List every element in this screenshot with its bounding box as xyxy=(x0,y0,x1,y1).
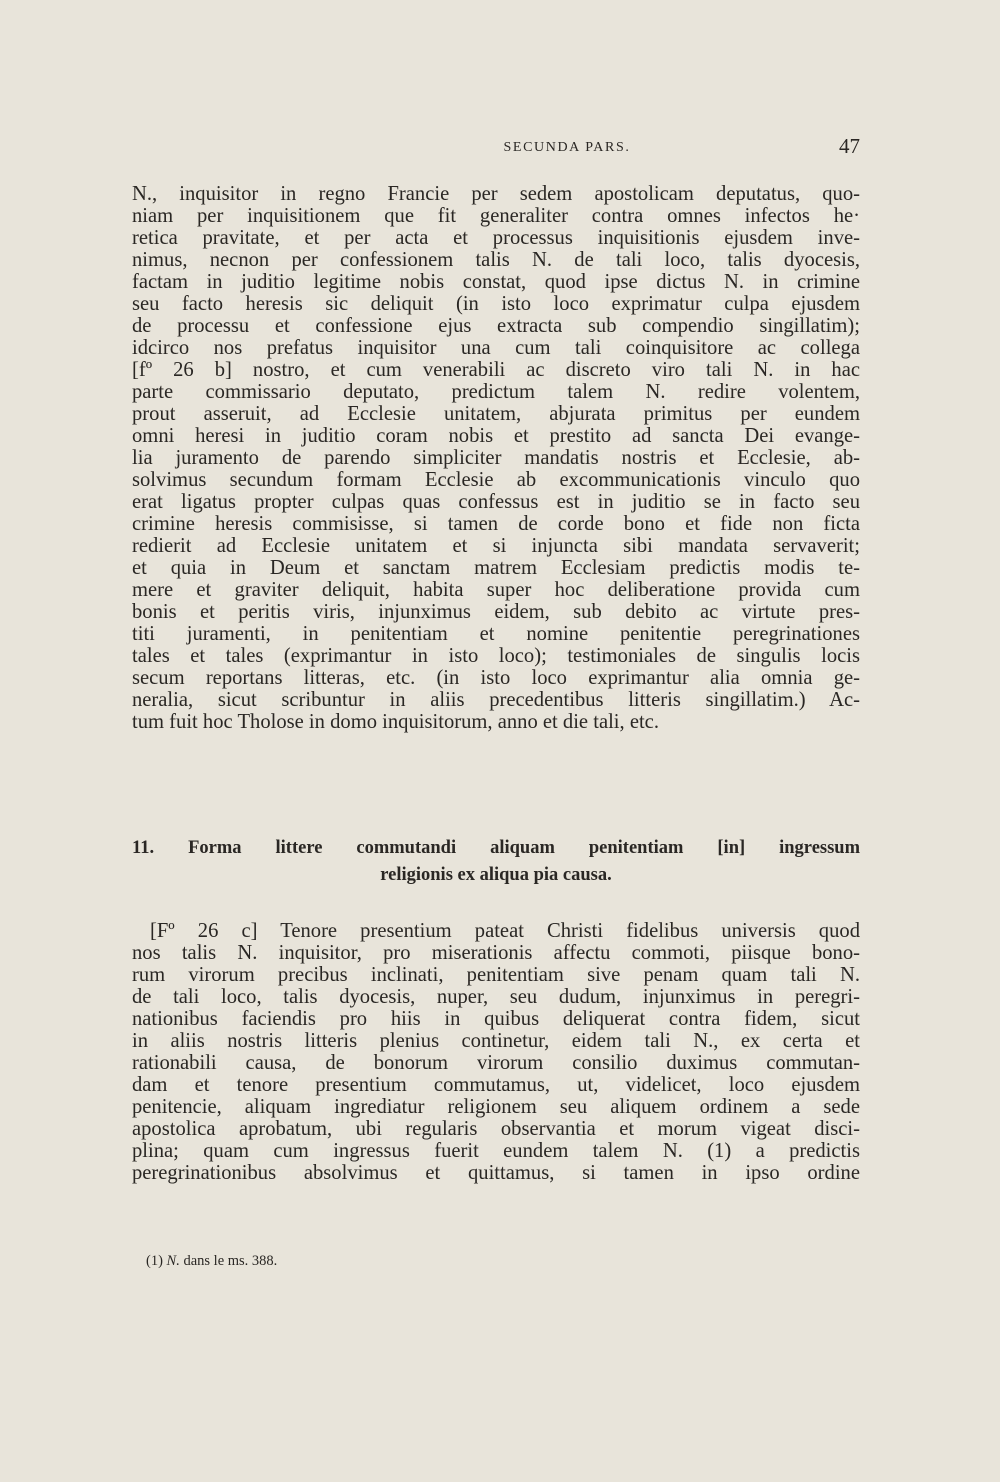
text-line: factam in juditio legitime nobis constat, quod ipse dictus N. in crimine xyxy=(132,271,860,293)
text-line: penitencie, aliquam ingrediatur religionem seu aliquem ordinem a sede xyxy=(132,1096,860,1118)
text-line: idcirco nos prefatus inquisitor una cum tali coinquisitore ac collega xyxy=(132,337,860,359)
text-line: niam per inquisitionem que fit generaliter contra omnes infectos he· xyxy=(132,205,860,227)
text-line: de processu et confessione ejus extracta sub compendio singillatim); xyxy=(132,315,860,337)
paragraph-1 xyxy=(132,183,860,733)
page-header xyxy=(132,136,860,166)
section-heading-line-2: religionis ex aliqua pia causa. xyxy=(380,865,612,885)
text-line: in aliis nostris litteris plenius continetur, eidem tali N., ex certa et xyxy=(132,1030,860,1052)
page-number: 47 xyxy=(839,134,860,158)
section-heading xyxy=(132,835,860,889)
footnote-italic-letter: N. xyxy=(166,1253,180,1269)
text-line: redierit ad Ecclesie unitatem et si injuncta sibi mandata servaverit; xyxy=(132,535,860,557)
footnote-marker: (1) xyxy=(146,1253,163,1269)
text-line: erat ligatus propter culpas quas confessus est in juditio se in facto seu xyxy=(132,491,860,513)
text-line: crimine heresis commisisse, si tamen de corde bono et fide non ficta xyxy=(132,513,860,535)
text-line: seu facto heresis sic deliquit (in isto loco exprimatur culpa ejusdem xyxy=(132,293,860,315)
text-line: tales et tales (exprimantur in isto loco); testimoniales de singulis locis xyxy=(132,645,860,667)
text-line: nos talis N. inquisitor, pro miserationis affectu commoti, piisque bono- xyxy=(132,942,860,964)
text-line: neralia, sicut scribuntur in aliis precedentibus litteris singillatim.) Ac- xyxy=(132,689,860,711)
text-line: apostolica aprobatum, ubi regularis observantia et morum vigeat disci- xyxy=(132,1118,860,1140)
text-line: plina; quam cum ingressus fuerit eundem talem N. (1) a predictis xyxy=(132,1140,860,1162)
text-line: tum fuit hoc Tholose in domo inquisitorum, anno et die tali, etc. xyxy=(132,711,659,733)
footnote xyxy=(146,1253,277,1270)
text-line: omni heresi in juditio coram nobis et prestito ad sancta Dei evange- xyxy=(132,425,860,447)
text-line: mere et graviter deliquit, habita super hoc deliberatione provida cum xyxy=(132,579,860,601)
text-line: peregrinationibus absolvimus et quittamus, si tamen in ipso ordine xyxy=(132,1162,860,1184)
text-line: prout asseruit, ad Ecclesie unitatem, abjurata primitus per eundem xyxy=(132,403,860,425)
text-line: de tali loco, talis dyocesis, nuper, seu dudum, injunximus in peregri- xyxy=(132,986,860,1008)
text-line: rum virorum precibus inclinati, penitentiam sive penam quam tali N. xyxy=(132,964,860,986)
paragraph-2 xyxy=(132,920,860,1184)
section-heading-line-1: 11. Forma littere commutandi aliquam penitentiam [in] ingressum xyxy=(132,838,860,858)
running-title: SECUNDA PARS. xyxy=(503,140,631,155)
text-line: et quia in Deum et sanctam matrem Ecclesiam predictis modis te- xyxy=(132,557,860,579)
text-line: solvimus secundum formam Ecclesie ab excommunicationis vinculo quo xyxy=(132,469,860,491)
text-line: nimus, necnon per confessionem talis N. de tali loco, talis dyocesis, xyxy=(132,249,860,271)
text-line: dam et tenore presentium commutamus, ut, videlicet, loco ejusdem xyxy=(132,1074,860,1096)
text-line: retica pravitate, et per acta et processus inquisitionis ejusdem inve- xyxy=(132,227,860,249)
text-line: N., inquisitor in regno Francie per sedem apostolicam deputatus, quo- xyxy=(132,183,860,205)
footnote-text: dans le ms. 388. xyxy=(179,1253,278,1269)
text-line: titi juramenti, in penitentiam et nomine penitentie peregrinationes xyxy=(132,623,860,645)
text-line: bonis et peritis viris, injunximus eidem, sub debito ac virtute pres- xyxy=(132,601,860,623)
text-line: secum reportans litteras, etc. (in isto loco exprimantur alia omnia ge- xyxy=(132,667,860,689)
text-line: [fº 26 b] nostro, et cum venerabili ac discreto viro tali N. in hac xyxy=(132,359,860,381)
text-line: [Fº 26 c] Tenore presentium pateat Christi fidelibus universis quod xyxy=(150,920,860,942)
text-line: parte commissario deputato, predictum talem N. redire volentem, xyxy=(132,381,860,403)
text-line: nationibus faciendis pro hiis in quibus deliquerat contra fidem, sicut xyxy=(132,1008,860,1030)
text-line: lia juramento de parendo simpliciter mandatis nostris et Ecclesie, ab- xyxy=(132,447,860,469)
text-line: rationabili causa, de bonorum virorum consilio duximus commutan- xyxy=(132,1052,860,1074)
